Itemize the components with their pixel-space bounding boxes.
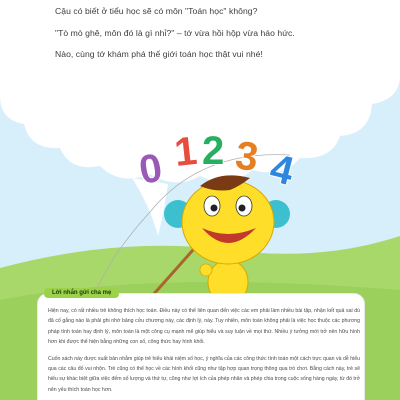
digit-2: 2 (202, 129, 225, 173)
intro-line: "Tò mò ghê, môn đó là gì nhỉ?" – tớ vừa hồi hộp vừa háo hức. (55, 27, 295, 38)
note-paragraph: Hiện nay, có rất nhiều trẻ không thích học toán. Điều này có thể liên quan đến việc các em phải làm nhiều bài tập, nhận kết quả sai dù đã cố gắng nào là phải ghi nhớ bảng cửu chương này, các định lý, này. Tuy nhiên, môn toán không phải là việc học thuộc các phương pháp tính toán hay định lý, môn toán là một công cụ mạnh mẽ giúp hiểu và suy luận về mọi thứ. Nhiều ý tưởng mới trở nên hữu hình hơn khi được thể hiện bằng những con số, công thức hay hình khối. (48, 308, 360, 346)
intro-text (55, 1, 355, 66)
digit-3: 3 (232, 133, 261, 181)
intro-line: Cậu có biết ở tiểu học sẽ có môn "Toán học" không? (55, 6, 258, 16)
parent-note-tag: Lời nhắn gửi cha mẹ (44, 288, 119, 298)
digit-0: 0 (135, 145, 166, 193)
digit-1: 1 (172, 128, 200, 175)
parent-note-text (48, 306, 360, 400)
digit-4: 4 (265, 146, 299, 195)
intro-line: Nào, cùng tớ khám phá thế giới toán học thật vui nhé! (55, 49, 263, 59)
note-paragraph: Cuốn sách này được xuất bản nhằm giúp trẻ hiểu khái niệm số học, ý nghĩa của các công thức tính toán một cách trực quan và dễ hiểu qua các câu đố vui nhộn. Trẻ cũng có thể học về các hình khối cũng như tập hợp quan trọng thông qua trò chơi. Bằng cách này, trẻ sẽ hiểu sự khác biệt giữa việc đếm số lượng và thứ tự, cũng như lợi ích của phép nhân và phép chia trong cuộc sống hàng ngày, từ đó trở nên yêu thích toán học hơn. (48, 355, 360, 393)
